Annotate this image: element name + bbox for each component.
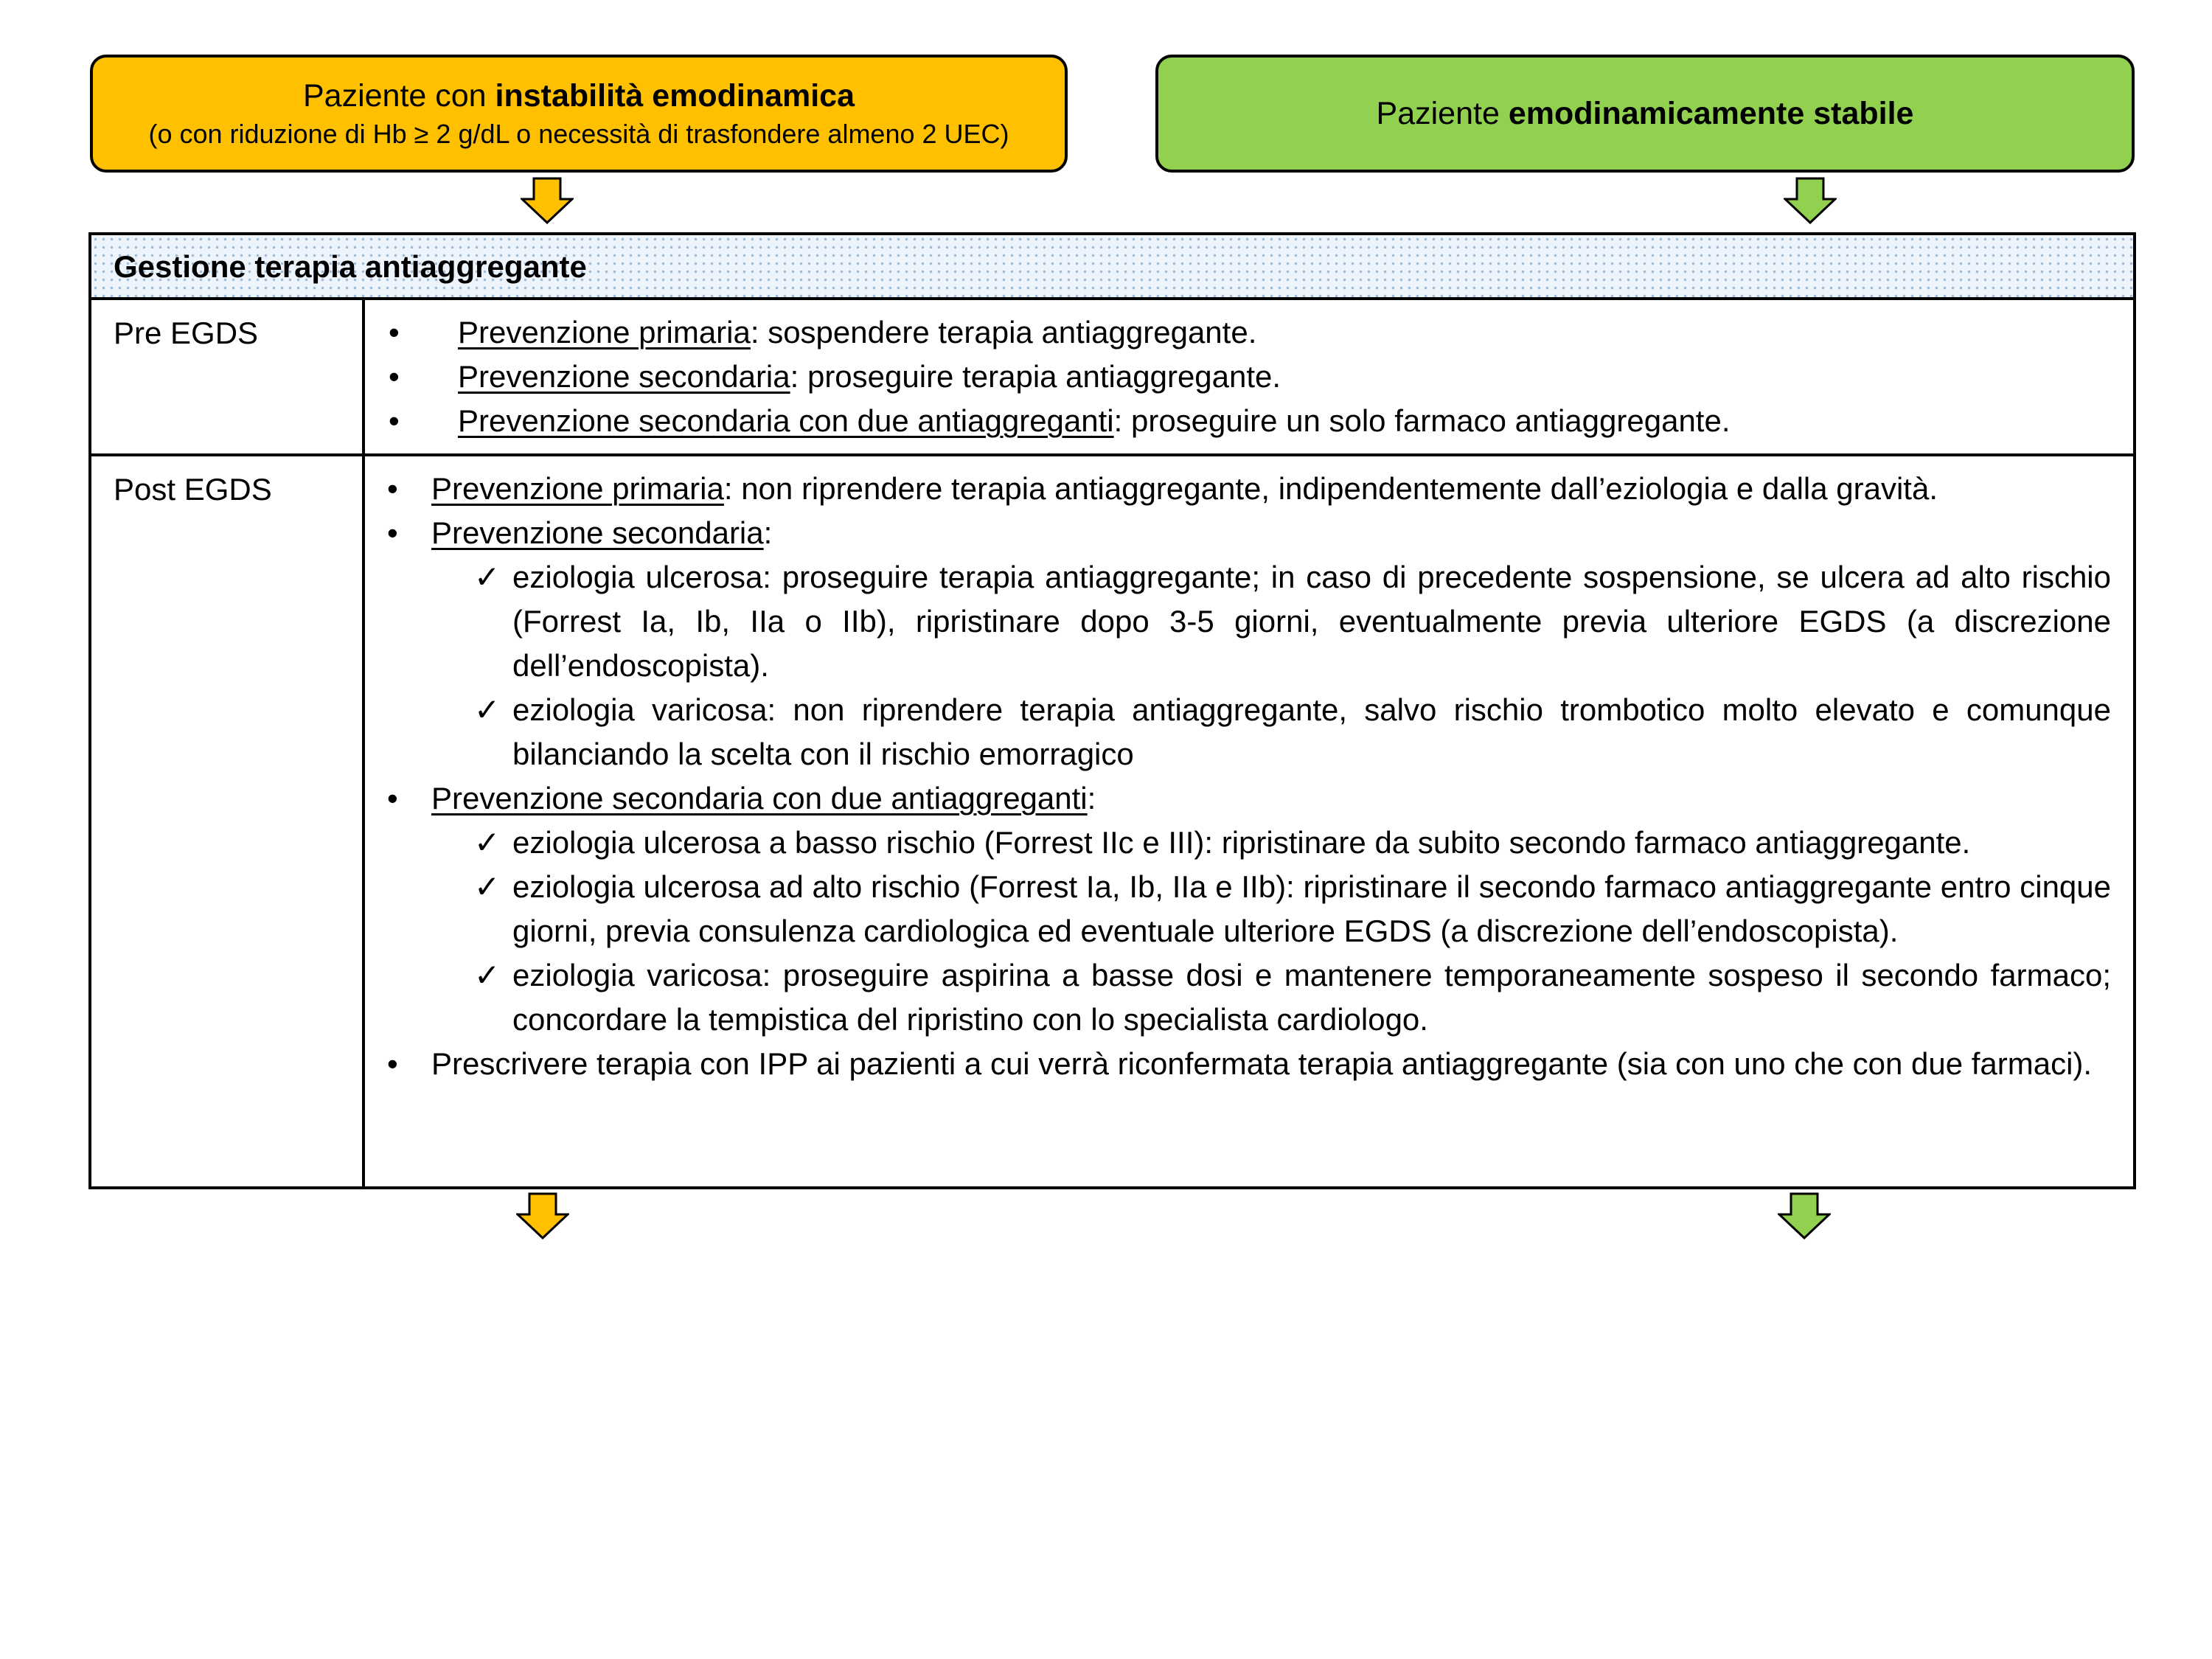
- item-text: :: [763, 515, 773, 550]
- stable-patient-box: [1155, 55, 2135, 173]
- sub-item-text: eziologia ulcerosa: proseguire terapia antiaggregante; in caso di precedente sospensione, se ulcera ad alto rischio (Forrest Ia, Ib, IIa o IIb), ripristinare dopo 3-5 giorni, eventualmente previa ulteriore EGDS (a discrezione dell’endoscopista).: [512, 560, 2111, 683]
- check-icon: ✓: [474, 869, 501, 904]
- list-item: [365, 1042, 2111, 1086]
- bullet-icon: •: [387, 781, 398, 815]
- item-text: : sospendere terapia antiaggregante.: [750, 315, 1257, 349]
- down-arrow-icon: [521, 177, 574, 224]
- item-text: : proseguire un solo farmaco antiaggregante.: [1113, 403, 1731, 438]
- check-icon: ✓: [474, 560, 501, 594]
- down-arrow-icon: [516, 1192, 569, 1239]
- post-egds-content: [365, 456, 2133, 1186]
- table-header: [91, 235, 2133, 300]
- item-key: Prevenzione secondaria con due antiaggreganti: [458, 403, 1114, 438]
- item-key: Prevenzione secondaria: [458, 359, 790, 394]
- row-post-egds: [91, 456, 2133, 1186]
- unstable-title-prefix: Paziente con: [302, 78, 495, 114]
- unstable-patient-title: [303, 76, 855, 116]
- unstable-patient-note: (o con riduzione di Hb ≥ 2 g/dL o necessità di trasfondere almeno 2 UEC): [148, 119, 1009, 149]
- antiplatelet-management-table: [88, 232, 2136, 1189]
- sub-item-text: eziologia varicosa: proseguire aspirina a basse dosi e mantenere temporaneamente sospeso il secondo farmaco; concordare la tempistica del ripristino con lo specialista cardiologo.: [512, 958, 2111, 1037]
- stable-title-prefix: Paziente: [1376, 96, 1509, 131]
- check-icon: ✓: [474, 825, 501, 860]
- table-title: Gestione terapia antiaggregante: [114, 249, 587, 284]
- row-label-pre-egds: Pre EGDS: [91, 300, 365, 453]
- item-text: Prescrivere terapia con IPP ai pazienti a cui verrà riconfermata terapia antiaggregante (sia con uno che con due farmaci).: [431, 1046, 2093, 1081]
- sub-item-text: eziologia ulcerosa a basso rischio (Forrest IIc e III): ripristinare da subito secondo farmaco antiaggregante.: [512, 825, 1971, 860]
- bullet-icon: •: [387, 471, 398, 506]
- sub-list-item: [365, 821, 2111, 865]
- item-text: :: [1087, 781, 1096, 815]
- bullet-icon: •: [389, 315, 400, 349]
- down-arrow-icon: [1784, 177, 1837, 224]
- bullet-icon: •: [387, 1046, 398, 1081]
- stable-patient-title: [1377, 94, 1914, 133]
- bullet-icon: •: [389, 403, 400, 438]
- list-item: [365, 355, 2111, 399]
- item-text: : non riprendere terapia antiaggregante, indipendentemente dall’eziologia e dalla gravità.: [723, 471, 1938, 506]
- list-item: [365, 776, 2111, 821]
- sub-item-text: eziologia varicosa: non riprendere terapia antiaggregante, salvo rischio trombotico molto elevato e comunque bilanciando la scelta con il rischio emorragico: [512, 692, 2111, 771]
- list-item: [365, 310, 2111, 355]
- pre-egds-content: [365, 300, 2133, 453]
- item-key: Prevenzione secondaria: [431, 515, 764, 550]
- list-item: [365, 511, 2111, 555]
- sub-list-item: [365, 865, 2111, 953]
- row-pre-egds: [91, 300, 2133, 456]
- row-label-post-egds: Post EGDS: [91, 456, 365, 1186]
- item-key: Prevenzione secondaria con due antiaggreganti: [431, 781, 1088, 815]
- sub-list-item: [365, 555, 2111, 688]
- item-text: : proseguire terapia antiaggregante.: [790, 359, 1281, 394]
- sub-list-item: [365, 688, 2111, 776]
- bullet-icon: •: [387, 515, 398, 550]
- sub-item-text: eziologia ulcerosa ad alto rischio (Forrest Ia, Ib, IIa e IIb): ripristinare il secondo farmaco antiaggregante entro cinque giorni, previa consulenza cardiologica ed eventuale ulteriore EGDS (a discrezione dell’endoscopista).: [512, 869, 2111, 948]
- sub-list-item: [365, 953, 2111, 1042]
- bullet-icon: •: [389, 359, 400, 394]
- unstable-title-emphasis: instabilità emodinamica: [495, 78, 855, 114]
- list-item: [365, 467, 2111, 511]
- check-icon: ✓: [474, 958, 501, 992]
- item-key: Prevenzione primaria: [431, 471, 724, 506]
- check-icon: ✓: [474, 692, 501, 727]
- item-key: Prevenzione primaria: [458, 315, 751, 349]
- unstable-patient-box: [90, 55, 1068, 173]
- stable-title-emphasis: emodinamicamente stabile: [1508, 96, 1914, 131]
- down-arrow-icon: [1778, 1192, 1831, 1239]
- list-item: [365, 399, 2111, 443]
